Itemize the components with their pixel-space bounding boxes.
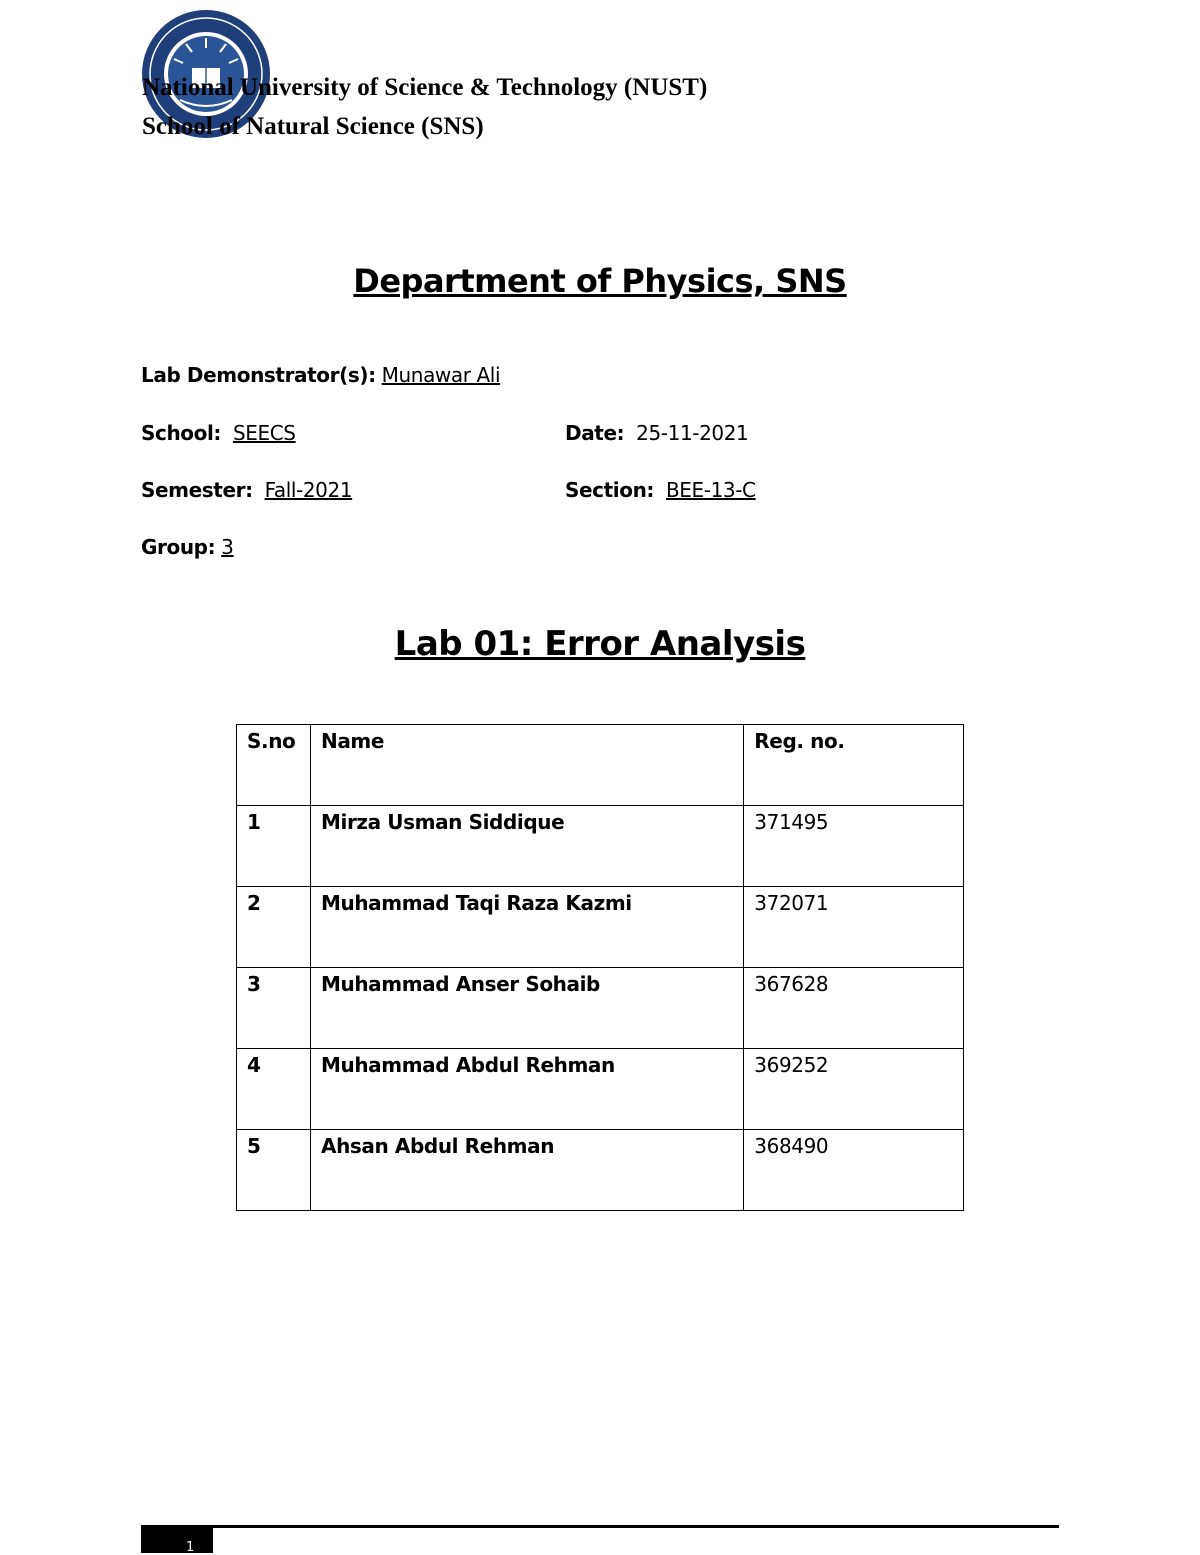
table-row [237, 968, 964, 1049]
cell-reg: 367628 [744, 968, 964, 1049]
cell-name: Muhammad Abdul Rehman [310, 1049, 743, 1130]
header-reg: Reg. no. [744, 725, 964, 806]
school-value: SEECS [232, 421, 296, 445]
cell-sno: 4 [237, 1049, 311, 1130]
cell-name: Muhammad Taqi Raza Kazmi [310, 887, 743, 968]
group-field [141, 534, 233, 560]
group-members-table [236, 724, 964, 1211]
cell-name: Muhammad Anser Sohaib [310, 968, 743, 1049]
school-label: School: [141, 421, 222, 445]
table-row [237, 1049, 964, 1130]
group-value: 3 [221, 535, 234, 559]
cell-sno: 1 [237, 806, 311, 887]
date-field [565, 420, 748, 446]
cell-name: Ahsan Abdul Rehman [310, 1130, 743, 1211]
demonstrator-field [141, 362, 500, 388]
group-label: Group: [141, 535, 216, 559]
semester-field [141, 477, 352, 503]
cell-sno: 5 [237, 1130, 311, 1211]
semester-label: Semester: [141, 478, 253, 502]
cell-reg: 371495 [744, 806, 964, 887]
table-row [237, 1130, 964, 1211]
cell-sno: 2 [237, 887, 311, 968]
university-name: National University of Science & Technology (NUST) [142, 74, 708, 101]
page-number-box [141, 1525, 213, 1553]
header-sno: S.no [237, 725, 311, 806]
cell-sno: 3 [237, 968, 311, 1049]
lab-title: Lab 01: Error Analysis [394, 624, 806, 664]
date-value: 25-11-2021 [636, 421, 749, 445]
cell-reg: 368490 [744, 1130, 964, 1211]
table-row [237, 806, 964, 887]
demonstrator-label: Lab Demonstrator(s): [141, 363, 376, 387]
header-name: Name [310, 725, 743, 806]
school-name: School of Natural Science (SNS) [142, 113, 484, 140]
table-row [237, 887, 964, 968]
page-number: 1 [186, 1540, 195, 1555]
cell-name: Mirza Usman Siddique [310, 806, 743, 887]
department-title: Department of Physics, SNS [353, 262, 847, 300]
demonstrator-value: Munawar Ali [381, 363, 501, 387]
section-value: BEE-13-C [665, 478, 756, 502]
semester-value: Fall-2021 [264, 478, 353, 502]
cell-reg: 372071 [744, 887, 964, 968]
section-label: Section: [565, 478, 655, 502]
school-field [141, 420, 296, 446]
date-label: Date: [565, 421, 625, 445]
footer-rule [141, 1525, 1059, 1528]
section-field [565, 477, 756, 503]
table-header-row [237, 725, 964, 806]
cell-reg: 369252 [744, 1049, 964, 1130]
